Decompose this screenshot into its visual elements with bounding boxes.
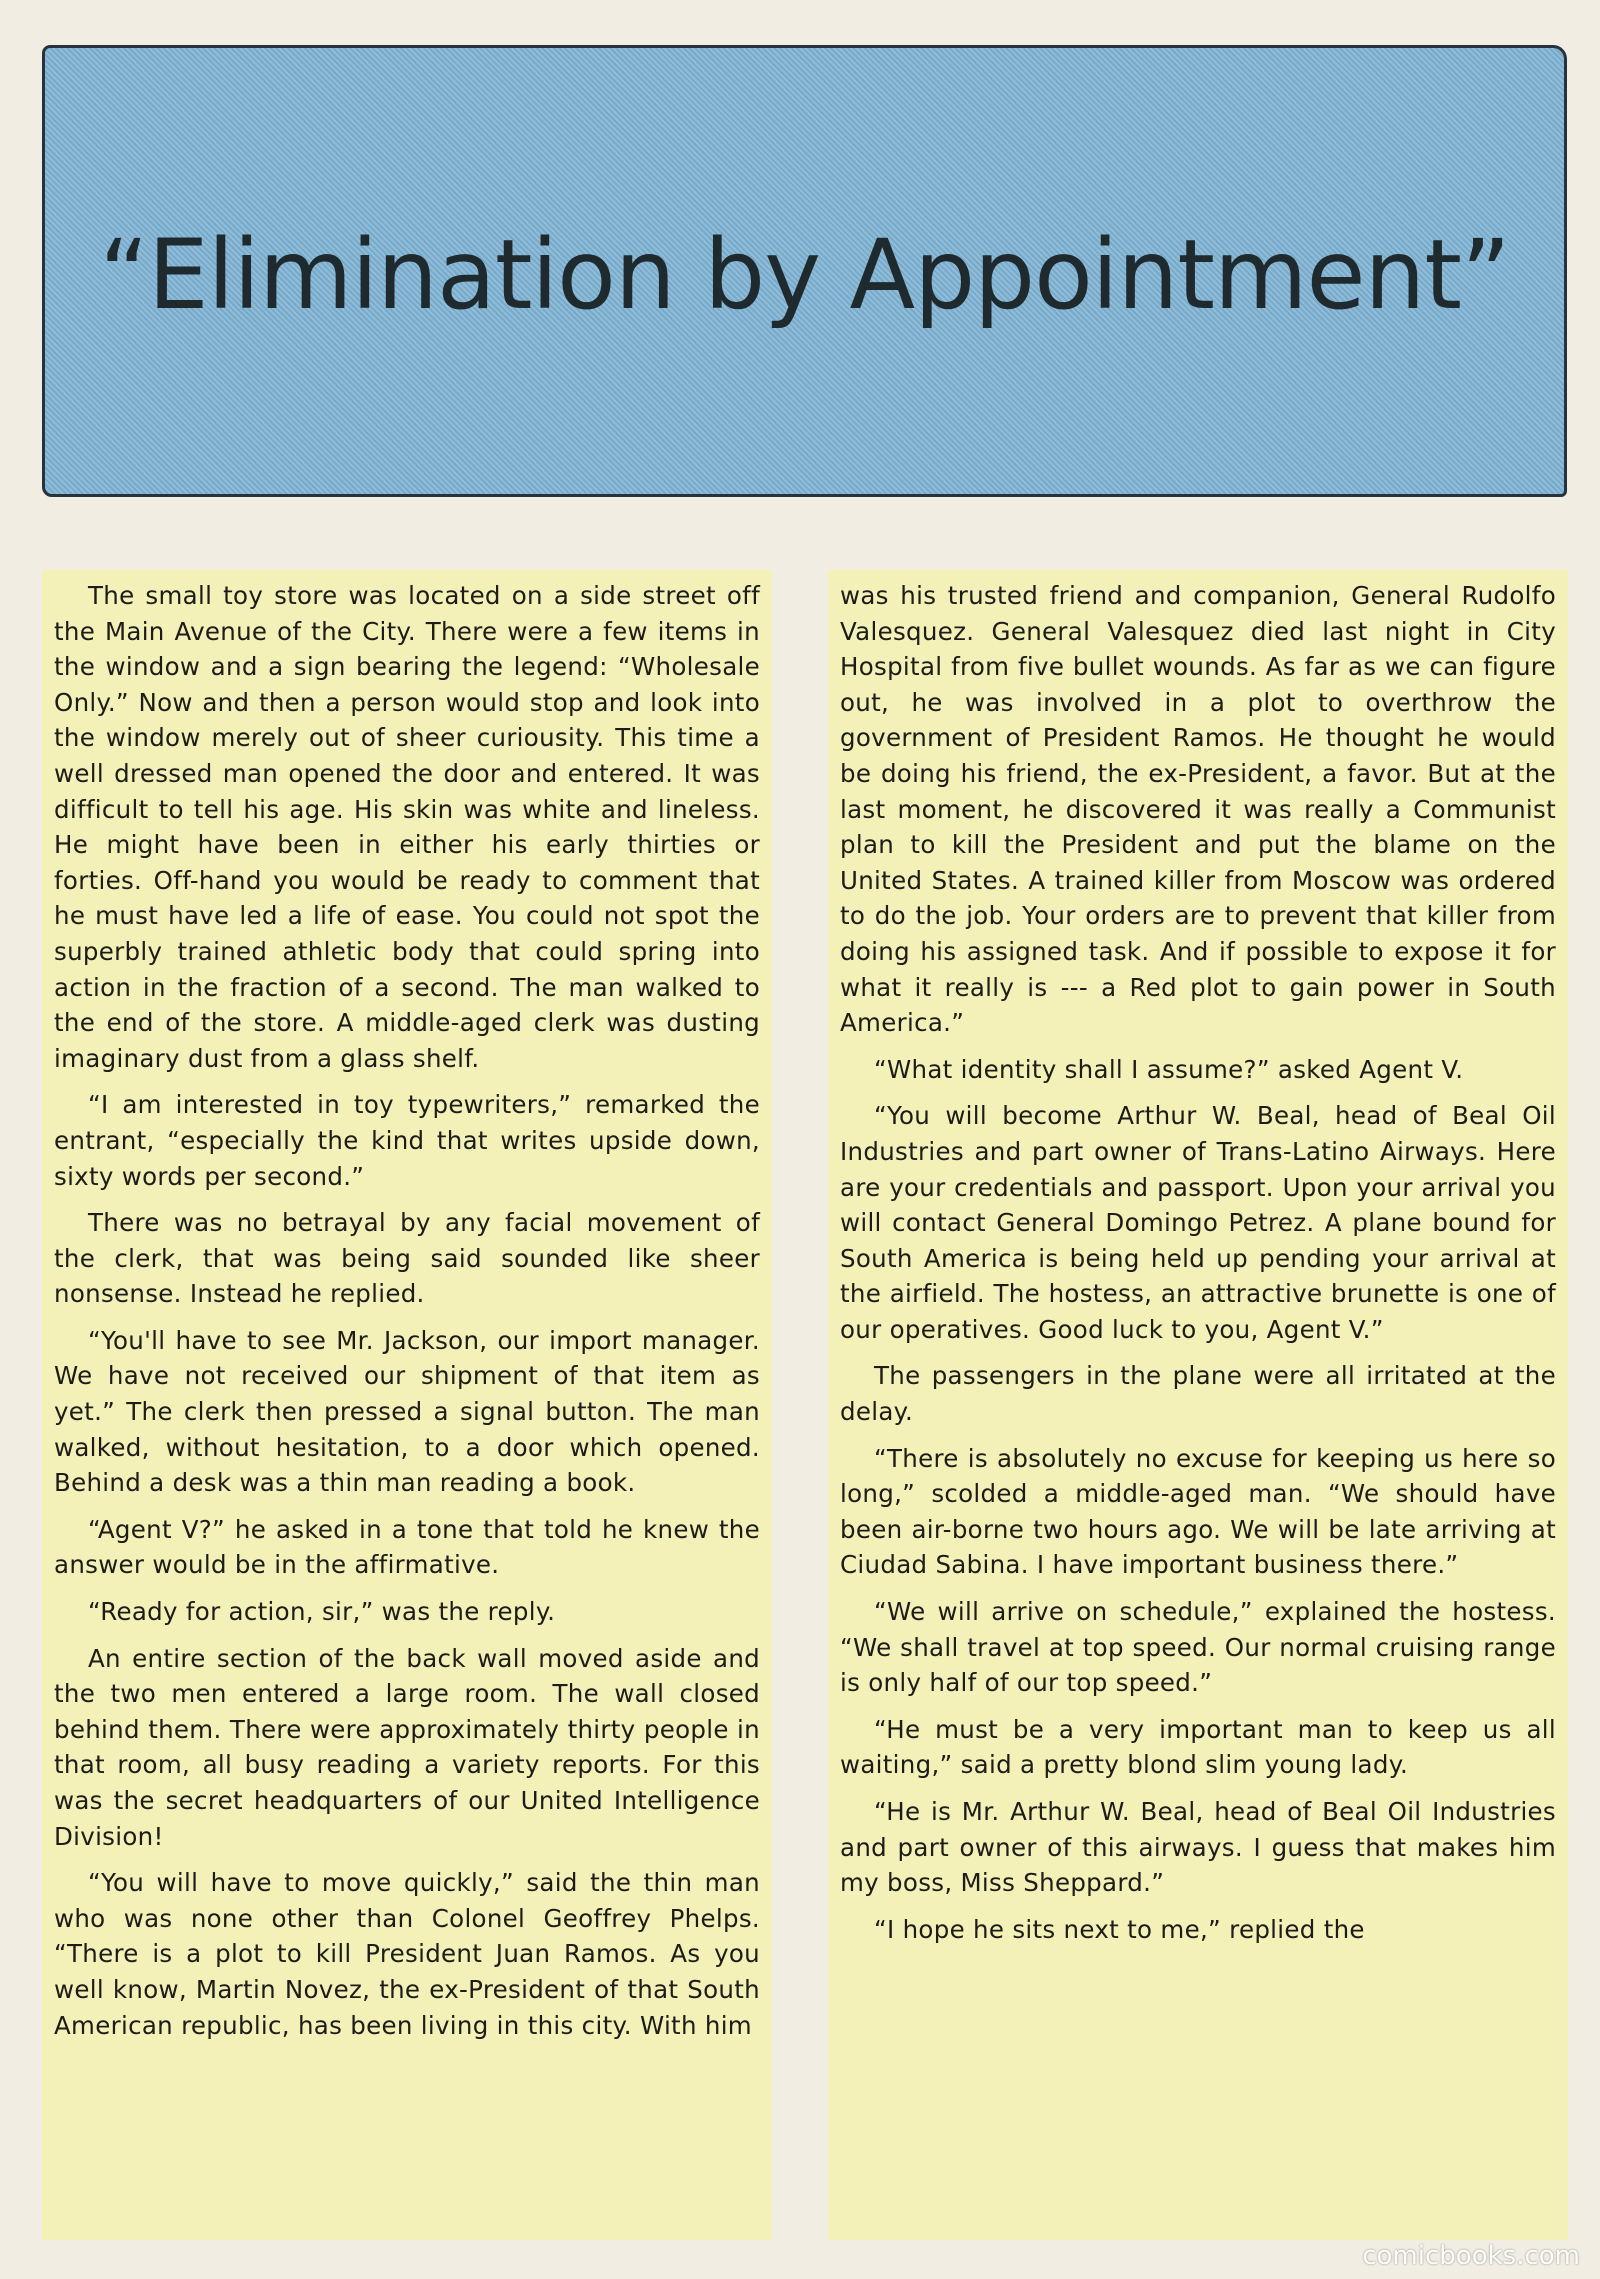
story-paragraph: “There is absolutely no excuse for keeping us here so long,” scolded a middle-aged man. “We should have been air-borne two hours ago. We will be late arriving at Ciudad Sabina. I have important business there.”: [840, 1443, 1556, 1580]
site-watermark: comicbooks.com: [1362, 2241, 1580, 2271]
story-paragraph: “You will become Arthur W. Beal, head of Beal Oil Industries and part owner of Trans-Latino Airways. Here are your credentials and passport. Upon your arrival you will contact General Domingo Petrez. A plane bound for South America is being held up pending your arrival at the airfield. The hostess, an attractive brunette is one of our operatives. Good luck to you, Agent V.”: [840, 1101, 1556, 1344]
story-paragraph: The small toy store was located on a side street off the Main Avenue of the City. There were a few items in the window and a sign bearing the legend: “Wholesale Only.” Now and then a person would stop and look into the window merely out of sheer curiousity. This time a well dressed man opened the door and entered. It was difficult to tell his age. His skin was white and lineless. He might have been in either his early thirties or forties. Off-hand you would be ready to comment that he must have led a life of ease. You could not spot the superbly trained athletic body that could spring into action in the fraction of a second. The man walked to the end of the store. A middle-aged clerk was dusting imaginary dust from a glass shelf.: [54, 581, 760, 1073]
story-paragraph: “I hope he sits next to me,” replied the: [874, 1914, 1365, 1944]
story-paragraph: “We will arrive on schedule,” explained the hostess. “We shall travel at top speed. Our normal cruising range is only half of our top speed.”: [840, 1597, 1556, 1698]
story-paragraph: “You'll have to see Mr. Jackson, our import manager. We have not received our shipment of that item as yet.” The clerk then pressed a signal button. The man walked, without hesitation, to a door which opened. Behind a desk was a thin man reading a book.: [54, 1325, 760, 1498]
story-paragraph: “He is Mr. Arthur W. Beal, head of Beal Oil Industries and part owner of this airways. I guess that makes him my boss, Miss Sheppard.”: [840, 1797, 1556, 1898]
story-title: “Elimination by Appointment”: [99, 219, 1510, 331]
story-paragraph: “Ready for action, sir,” was the reply.: [88, 1597, 556, 1627]
story-paragraph: The passengers in the plane were all irritated at the delay.: [840, 1361, 1556, 1427]
story-paragraph: “You will have to move quickly,” said the thin man who was none other than Colonel Geoffrey Phelps. “There is a plot to kill President Juan Ramos. As you well know, Martin Novez, the ex-President of that South American republic, has been living in this city. With him: [54, 1868, 760, 2040]
left-text-column: [42, 570, 772, 2240]
story-paragraph: An entire section of the back wall moved aside and the two men entered a large room. The wall closed behind them. There were approximately thirty people in that room, all busy reading a variety reports. For this was the secret headquarters of our United Intelligence Division!: [54, 1643, 760, 1851]
story-paragraph: There was no betrayal by any facial movement of the clerk, that was being said sounded like sheer nonsense. Instead he replied.: [54, 1208, 760, 1309]
story-paragraph: “Agent V?” he asked in a tone that told he knew the answer would be in the affirmative.: [54, 1514, 760, 1580]
story-paragraph: “He must be a very important man to keep us all waiting,” said a pretty blond slim young lady.: [840, 1714, 1556, 1780]
story-paragraph: “What identity shall I assume?” asked Agent V.: [874, 1054, 1464, 1084]
right-text-column: [828, 570, 1568, 2240]
story-paragraph: was his trusted friend and companion, General Rudolfo Valesquez. General Valesquez died last night in City Hospital from five bullet wounds. As far as we can figure out, he was involved in a plot to overthrow the government of President Ramos. He thought he would be doing his friend, the ex-President, a favor. But at the last moment, he discovered it was really a Communist plan to kill the President and put the blame on the United States. A trained killer from Moscow was ordered to do the job. Your orders are to prevent that killer from doing his assigned task. And if possible to expose it for what it really is --- a Red plot to gain power in South America.”: [840, 581, 1556, 1038]
title-banner: [42, 45, 1567, 497]
story-paragraph: “I am interested in toy typewriters,” remarked the entrant, “especially the kind that writes upside down, sixty words per second.”: [54, 1090, 760, 1191]
